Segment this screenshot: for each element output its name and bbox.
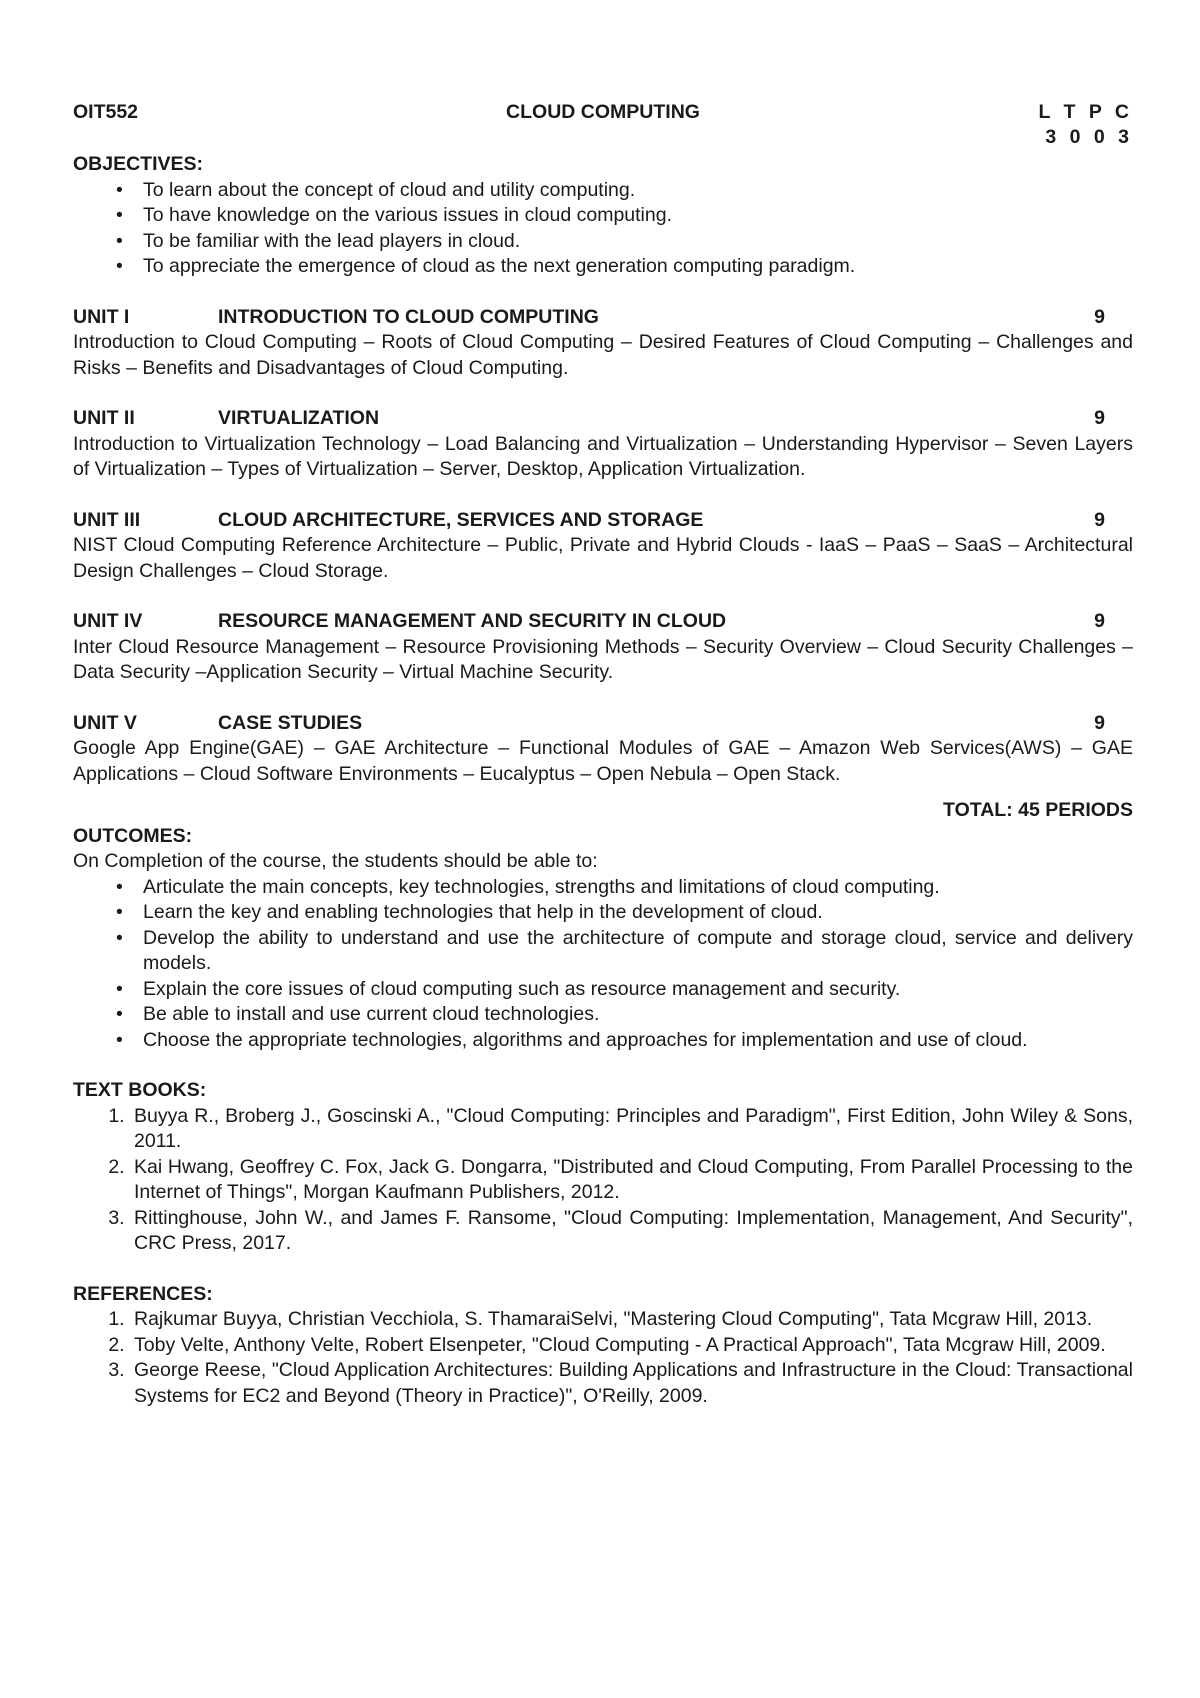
unit-number: UNIT IV [73, 610, 143, 632]
objectives-list [73, 178, 1133, 280]
unit-number: UNIT III [73, 508, 141, 531]
unit-heading [73, 508, 1133, 534]
unit-5 [73, 711, 1133, 788]
objective-item: • To appreciate the emergence of cloud as the next generation computing paradigm. [143, 254, 1133, 280]
unit-heading [73, 305, 1133, 331]
outcome-item: • Choose the appropriate technologies, algorithms and approaches for implementation and use of cloud. [143, 1028, 1133, 1054]
textbooks-section [73, 1078, 1133, 1257]
syllabus-page [73, 100, 1133, 1409]
unit-4 [73, 609, 1133, 686]
objectives-heading: OBJECTIVES: [73, 153, 204, 175]
ltpc-labels: L T P C [1038, 101, 1133, 123]
course-code: OIT552 [73, 101, 139, 123]
reference-item: 1. Rajkumar Buyya, Christian Vecchiola, S. ThamaraiSelvi, "Mastering Cloud Computing", Tata Mcgraw Hill, 2013. [130, 1307, 1133, 1333]
unit-heading [73, 406, 1133, 432]
outcome-item: • Explain the core issues of cloud computing such as resource management and security. [143, 977, 1133, 1003]
unit-heading [73, 711, 1133, 737]
objective-item: • To be familiar with the lead players in cloud. [143, 229, 1133, 255]
unit-content: Google App Engine(GAE) – GAE Architecture – Functional Modules of GAE – Amazon Web Services(AWS) – GAE Applications – Cloud Software Environments – Eucalyptus – Open Nebula – Open Stack. [73, 737, 1133, 785]
outcomes-heading: OUTCOMES: [73, 824, 193, 847]
unit-number: UNIT I [73, 305, 130, 328]
outcome-item: • Develop the ability to understand and use the architecture of compute and storage cloud, service and delivery models. [143, 926, 1133, 977]
unit-title: CASE STUDIES [218, 711, 363, 734]
unit-heading [73, 609, 1133, 635]
unit-2 [73, 406, 1133, 483]
unit-1 [73, 305, 1133, 382]
outcome-item: • Be able to install and use current cloud technologies. [143, 1002, 1133, 1028]
unit-hours: 9 [1094, 711, 1105, 734]
course-title: CLOUD COMPUTING [506, 101, 700, 123]
total-periods: TOTAL: 45 PERIODS [943, 799, 1133, 821]
objective-item: • To have knowledge on the various issues in cloud computing. [143, 203, 1133, 229]
references-section [73, 1282, 1133, 1410]
unit-content: Inter Cloud Resource Management – Resource Provisioning Methods – Security Overview – Cloud Security Challenges – Data Security –Application Security – Virtual Machine Security. [73, 635, 1133, 683]
unit-title: CLOUD ARCHITECTURE, SERVICES AND STORAGE [218, 508, 704, 531]
unit-content: Introduction to Virtualization Technology – Load Balancing and Virtualization – Understanding Hypervisor – Seven Layers of Virtualization – Types of Virtualization – Server, Desktop, Application Virtualization. [73, 432, 1133, 480]
unit-number: UNIT II [73, 407, 135, 429]
unit-title: RESOURCE MANAGEMENT AND SECURITY IN CLOUD [218, 610, 727, 632]
outcome-item: • Learn the key and enabling technologies that help in the development of cloud. [143, 900, 1133, 926]
textbook-item: 1. Buyya R., Broberg J., Goscinski A., "Cloud Computing: Principles and Paradigm", First Edition, John Wiley & Sons, 2011. [130, 1104, 1133, 1155]
references-heading: REFERENCES: [73, 1282, 213, 1305]
unit-hours: 9 [1094, 508, 1105, 531]
course-header [73, 100, 1133, 152]
ltpc-values: 3 0 0 3 [1045, 126, 1133, 148]
unit-3 [73, 508, 1133, 585]
unit-content: NIST Cloud Computing Reference Architecture – Public, Private and Hybrid Clouds - IaaS – PaaS – SaaS – Architectural Design Challenges – Cloud Storage. [73, 534, 1133, 582]
textbook-item: 3. Rittinghouse, John W., and James F. Ransome, "Cloud Computing: Implementation, Management, And Security", CRC Press, 2017. [130, 1206, 1133, 1257]
outcomes-intro: On Completion of the course, the students should be able to: [73, 850, 598, 872]
textbooks-heading: TEXT BOOKS: [73, 1079, 207, 1101]
unit-content: Introduction to Cloud Computing – Roots of Cloud Computing – Desired Features of Cloud Computing – Challenges and Risks – Benefits and Disadvantages of Cloud Computing. [73, 331, 1133, 379]
textbook-item: 2. Kai Hwang, Geoffrey C. Fox, Jack G. Dongarra, "Distributed and Cloud Computing, From Parallel Processing to the Internet of Things", Morgan Kaufmann Publishers, 2012. [130, 1155, 1133, 1206]
references-list [73, 1307, 1133, 1409]
outcomes-list [73, 875, 1133, 1054]
unit-title: VIRTUALIZATION [218, 407, 380, 429]
unit-hours: 9 [1094, 407, 1105, 429]
ltpc-block [1039, 100, 1133, 150]
unit-number: UNIT V [73, 711, 137, 734]
textbooks-list [73, 1104, 1133, 1257]
reference-item: 2. Toby Velte, Anthony Velte, Robert Elsenpeter, "Cloud Computing - A Practical Approach", Tata Mcgraw Hill, 2009. [130, 1333, 1133, 1359]
unit-hours: 9 [1094, 305, 1105, 328]
unit-hours: 9 [1094, 610, 1105, 632]
reference-item: 3. George Reese, "Cloud Application Architectures: Building Applications and Infrastructure in the Cloud: Transactional Systems for EC2 and Beyond (Theory in Practice)", O'Reilly, 2009. [130, 1358, 1133, 1409]
outcome-item: • Articulate the main concepts, key technologies, strengths and limitations of cloud computing. [143, 875, 1133, 901]
unit-title: INTRODUCTION TO CLOUD COMPUTING [218, 305, 599, 328]
objective-item: • To learn about the concept of cloud and utility computing. [143, 178, 1133, 204]
